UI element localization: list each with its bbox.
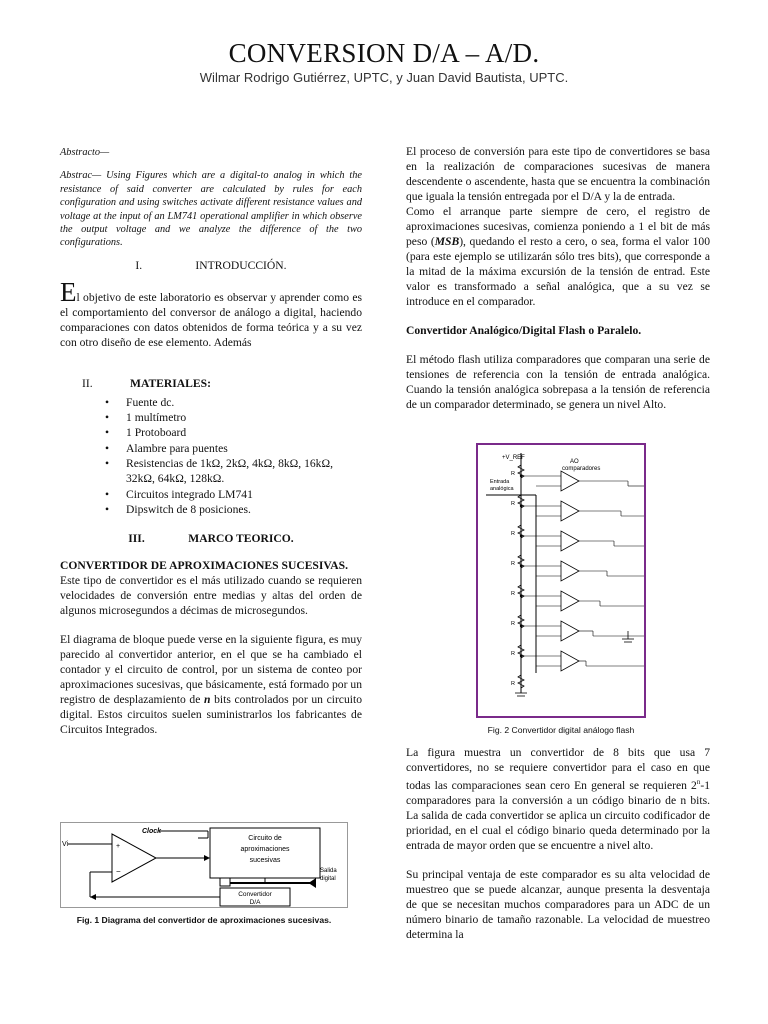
intro-paragraph bbox=[60, 276, 362, 350]
subsection-heading-flash: Convertidor Analógico/Digital Flash o Paralelo. bbox=[406, 324, 642, 337]
resistor-label: R bbox=[511, 651, 515, 657]
list-item: • Alambre para puentes bbox=[126, 441, 362, 456]
section-number: III. bbox=[128, 532, 145, 546]
sar-text-b: bits controlados por un circuito digital. Estos circuitos suelen suministrarlos los fabricantes de Circuitos Integrados. bbox=[60, 693, 362, 737]
sar-paragraph-1: Este tipo de convertidor es el más utilizado cuando se requieren velocidades de conversión entre medias y altas del orden de algunos microsegundos a décimas de microsegundos. bbox=[60, 574, 362, 618]
resistor-label: R bbox=[511, 591, 515, 597]
figure-2-caption: Fig. 2 Convertidor digital análogo flash bbox=[487, 725, 635, 735]
section-heading-introduccion bbox=[60, 258, 362, 273]
list-item: • Fuente dc. bbox=[126, 395, 362, 410]
msb-term: MSB bbox=[434, 235, 460, 248]
abstract-label: Abstracto— bbox=[60, 147, 110, 158]
list-item: • Circuitos integrado LM741 bbox=[126, 487, 362, 502]
materials-list bbox=[60, 395, 362, 517]
page-title: CONVERSION D/A – A/D. bbox=[228, 38, 540, 68]
section-number: II. bbox=[82, 376, 93, 390]
section-title: MATERIALES: bbox=[130, 376, 211, 390]
flash-adc-diagram bbox=[476, 443, 646, 718]
resistor-label: R bbox=[511, 531, 515, 537]
right-column-lower bbox=[406, 745, 710, 942]
plus-sign: + bbox=[116, 843, 121, 850]
vref-label: +V_REF bbox=[502, 455, 525, 461]
resistor-label: R bbox=[511, 561, 515, 567]
flash-text-b: -1 comparadores para la conversión a un código binario de n bits. La salida de cada convertidor se aplica un circuito codificador de prioridad, en el cual el código binario queda determinado por la entrada de mayor orden que se encuentre a nivel alto. bbox=[406, 778, 710, 852]
section-title: INTRODUCCIÓN. bbox=[195, 258, 287, 272]
flash-paragraph-3: Su principal ventaja de este comparador es su alta velocidad de muestreo que se puede alcanzar, aunque presenta la desventaja de que se necesitan muchos comparadores para un ADC de un número binario de tamaño razonable. La velocidad de muestreo determina la bbox=[406, 867, 710, 941]
block-label-1: Circuito de bbox=[248, 835, 282, 842]
figure-2 bbox=[476, 443, 646, 738]
output-label-1: Salida bbox=[320, 868, 337, 874]
figure-1-caption: Fig. 1 Diagrama del convertidor de aproximaciones sucesivas. bbox=[76, 915, 332, 925]
clock-label: Clock bbox=[142, 828, 162, 835]
list-item: • Dipswitch de 8 posiciones. bbox=[126, 502, 362, 517]
flash-paragraph-1: El método flash utiliza comparadores que comparan una serie de tensiones de referencia con la tensión de entrada analógica. Cuando la tensión analógica sobrepasa a la tensión de referencia de un comparador determinado, se genera un nivel Alto. bbox=[406, 353, 710, 411]
right-paragraph-1: El proceso de conversión para este tipo de convertidores se basa en la realización de comparaciones sucesivas de manera descendente o ascendente, hasta que se encuentra la combinación que iguala la tensión entregada por el D/A y la de entrada. bbox=[406, 145, 710, 203]
output-label-2: digital bbox=[320, 876, 336, 882]
sar-paragraph-2 bbox=[60, 632, 362, 737]
sar-block-diagram bbox=[60, 822, 348, 908]
resistor-label: R bbox=[511, 621, 515, 627]
minus-sign: − bbox=[116, 867, 121, 876]
section-title: MARCO TEORICO. bbox=[188, 532, 294, 546]
intro-text: l objetivo de este laboratorio es observar y aprender como es el comportamiento del conversor de análogo a digital, haciendo comparaciones con datos obtenidos de forma teórica y a su vez con otro diseño de ese elemento. Además bbox=[60, 290, 362, 349]
figure-1 bbox=[60, 822, 348, 925]
section-heading-materiales bbox=[60, 376, 362, 391]
input-label-1: Entrada bbox=[490, 479, 510, 485]
superscript-n: n bbox=[696, 778, 701, 786]
block-label-3: sucesivas bbox=[249, 857, 281, 864]
section-number: I. bbox=[135, 258, 143, 272]
sar-text-a: El diagrama de bloque puede verse en la siguiente figura, es muy parecido al convertidor anterior, en el que se ha cambiado el contador y el circuito de control, por un sistema de conteo por aproximaciones sucesivas, que básicamente, está formado por un registro de desplazamiento de bbox=[60, 633, 362, 707]
drop-cap: E bbox=[60, 276, 77, 307]
list-item: • 1 multímetro bbox=[126, 410, 362, 425]
authors: Wilmar Rodrigo Gutiérrez, UPTC, y Juan David Bautista, UPTC. bbox=[199, 70, 569, 85]
flash-text-a: La figura muestra un convertidor de 8 bits que usa 7 convertidores, no se requiere convertidor para el caso en que todas las comparaciones sean cero En general se requieren 2 bbox=[406, 746, 710, 792]
ao-label-1: AO bbox=[570, 459, 579, 465]
input-label-2: analógica bbox=[490, 486, 514, 492]
flash-paragraph-2 bbox=[406, 745, 710, 853]
list-item: • Resistencias de 1kΩ, 2kΩ, 4kΩ, 8kΩ, 16kΩ, 32kΩ, 64kΩ, 128kΩ. bbox=[126, 456, 362, 487]
right-paragraph-2 bbox=[406, 204, 710, 309]
right-column bbox=[406, 144, 710, 412]
msb-text-b: ), quedando el resto a cero, o sea, forma el valor 100 (para este ejemplo se utilizarán sólo tres bits), que corresponde a la mitad de la máxima excursión de la tensión de entrad. Este valor es transformado a señal analógica, que a su vez se introduce en el comparador. bbox=[406, 235, 710, 308]
dac-label-2: D/A bbox=[249, 899, 261, 906]
ao-label-2: comparadores bbox=[562, 466, 601, 472]
block-label-2: aproximaciones bbox=[240, 846, 290, 853]
vi-label: Vi bbox=[62, 841, 69, 848]
dac-label-1: Convertidor bbox=[238, 891, 272, 898]
resistor-label: R bbox=[511, 681, 515, 687]
msb-text-a: Como el arranque parte siempre de cero, el registro de aproximaciones sucesivas, comienza poniendo a 1 el bit de más peso ( bbox=[406, 205, 710, 248]
n-variable: n bbox=[204, 693, 211, 707]
resistor-label: R bbox=[511, 471, 515, 477]
section-heading-marco-teorico bbox=[60, 531, 362, 546]
abstract-text: Abstrac— Using Figures which are a digital-to analog in which the resistance of said converter are calculated by rules for each configuration and using switches activate different resistance values and voltage at the input of an LM741 operational amplifier in which observe the output voltage and we analyze the difference of the two configurations. bbox=[60, 170, 362, 249]
resistor-label: R bbox=[511, 501, 515, 507]
list-item: • 1 Protoboard bbox=[126, 425, 362, 440]
subsection-heading-sar: CONVERTIDOR DE APROXIMACIONES SUCESIVAS. bbox=[60, 559, 348, 573]
left-column bbox=[60, 146, 362, 737]
